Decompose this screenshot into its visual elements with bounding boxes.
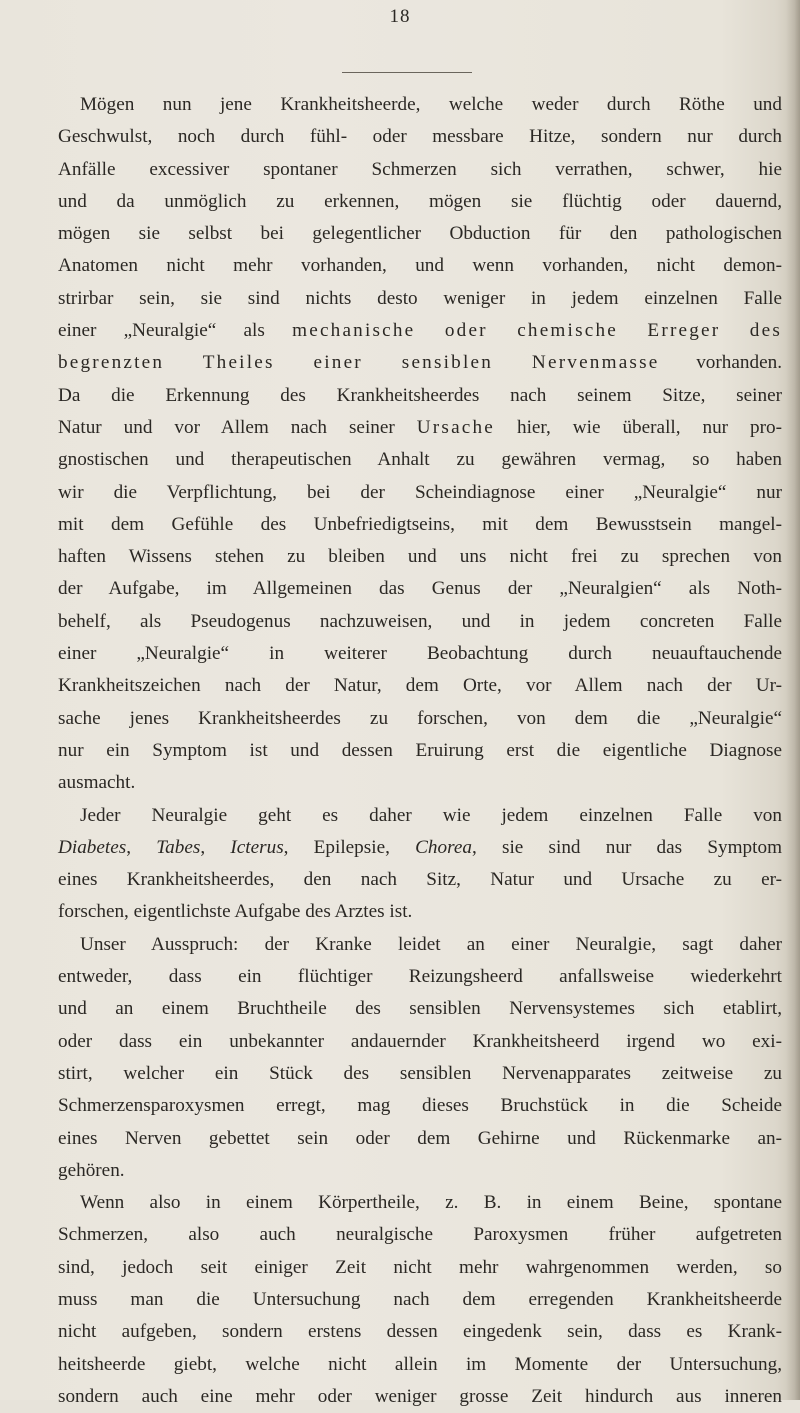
text-line: Anfälle excessiver spontaner Schmerzen sich verrathen, schwer, hie: [58, 158, 782, 180]
text-line: sondern auch eine mehr oder weniger grosse Zeit hindurch aus inneren: [58, 1385, 782, 1407]
text-segment: Natur und vor Allem nach seiner: [58, 416, 417, 438]
text-line: Schmerzensparoxysmen erregt, mag dieses Bruchstück in die Scheide: [58, 1095, 782, 1117]
text-line: und da unmöglich zu erkennen, mögen sie flüchtig oder dauernd,: [58, 190, 782, 212]
text-line: heitsheerde giebt, welche nicht allein im Momente der Untersuchung,: [58, 1353, 782, 1375]
text-segment: ,: [126, 836, 157, 858]
text-line: Unser Ausspruch: der Kranke leidet an einer Neuralgie, sagt daher: [80, 933, 782, 955]
text-segment: ,: [200, 836, 231, 858]
text-line: und an einem Bruchtheile des sensiblen Nervensystemes sich etablirt,: [58, 998, 782, 1020]
italic-term: Icterus: [230, 836, 284, 858]
paragraph-4: [58, 1187, 782, 1413]
header-rule: [342, 72, 472, 73]
text-line: nur ein Symptom ist und dessen Eruirung erst die eigentliche Diagnose: [58, 739, 782, 761]
page-edge-shadow: [786, 0, 800, 1400]
text-line: strirbar sein, sie sind nichts desto weniger in jedem einzelnen Falle: [58, 287, 782, 309]
text-line: [58, 315, 782, 347]
text-line: wir die Verpflichtung, bei der Scheindiagnose einer „Neuralgie“ nur: [58, 481, 782, 503]
italic-term: Chorea: [415, 836, 472, 858]
text-line: stirt, welcher ein Stück des sensiblen Nervenapparates zeitweise zu: [58, 1062, 782, 1084]
text-line: oder dass ein unbekannter andauernder Krankheitsheerd irgend wo exi-: [58, 1030, 782, 1052]
text-line: Wenn also in einem Körpertheile, z. B. in einem Beine, spontane: [80, 1192, 782, 1214]
text-line: forschen, eigentlichste Aufgabe des Arztes ist.: [58, 901, 413, 923]
page-number: 18: [389, 6, 411, 27]
spaced-emphasis: begrenzten Theiles einer sensiblen Nervenmasse: [58, 352, 660, 374]
text-line: nicht aufgeben, sondern erstens dessen eingedenk sein, dass es Krank-: [58, 1321, 782, 1343]
text-line: Geschwulst, noch durch fühl- oder messbare Hitze, sondern nur durch: [58, 126, 782, 148]
text-line: [58, 412, 782, 444]
text-line: behelf, als Pseudogenus nachzuweisen, und in jedem concreten Falle: [58, 610, 782, 632]
paragraph-1: [58, 89, 782, 800]
text-line: gehören.: [58, 1159, 125, 1181]
text-line: Mögen nun jene Krankheitsheerde, welche weder durch Röthe und: [80, 94, 782, 115]
text-line: eines Nerven gebettet sein oder dem Gehirne und Rückenmarke an-: [58, 1127, 782, 1149]
text-line: gnostischen und therapeutischen Anhalt zu gewähren vermag, so haben: [58, 449, 782, 471]
text-line: einer „Neuralgie“ in weiterer Beobachtung durch neuauftauchende: [58, 643, 782, 665]
text-line: entweder, dass ein flüchtiger Reizungsheerd anfallsweise wiederkehrt: [58, 966, 782, 988]
text-segment: vorhanden.: [659, 352, 782, 374]
spaced-emphasis: mechanische oder chemische Erreger des: [292, 320, 782, 342]
text-line: der Aufgabe, im Allgemeinen das Genus der „Neuralgien“ als Noth-: [58, 578, 782, 600]
text-line: Krankheitszeichen nach der Natur, dem Orte, vor Allem nach der Ur-: [58, 675, 782, 697]
text-line: ausmacht.: [58, 772, 136, 794]
text-line: mit dem Gefühle des Unbefriedigtseins, mit dem Bewusstsein mangel-: [58, 513, 782, 535]
text-segment: einer „Neuralgie“ als: [58, 320, 293, 342]
text-line: mögen sie selbst bei gelegentlicher Obduction für den pathologischen: [58, 223, 782, 245]
text-line: eines Krankheitsheerdes, den nach Sitz, Natur und Ursache zu er-: [58, 869, 782, 891]
text-line: Jeder Neuralgie geht es daher wie jedem einzelnen Falle von: [80, 804, 782, 826]
italic-term: Tabes: [156, 836, 201, 858]
text-line: sache jenes Krankheitsheerdes zu forschen, von dem die „Neuralgie“: [58, 707, 782, 729]
text-line: muss man die Untersuchung nach dem erregenden Krankheitsheerde: [58, 1288, 782, 1310]
text-segment: hier, wie überall, nur pro-: [495, 416, 782, 438]
text-segment: , Epilepsie,: [283, 836, 416, 858]
text-line: Anatomen nicht mehr vorhanden, und wenn vorhanden, nicht demon-: [58, 255, 782, 277]
body-text: [58, 89, 782, 1413]
text-line: sind, jedoch seit einiger Zeit nicht mehr wahrgenommen werden, so: [58, 1256, 782, 1278]
spaced-emphasis: Ursache: [416, 416, 496, 438]
paragraph-2: [58, 800, 782, 929]
text-line: Schmerzen, also auch neuralgische Paroxysmen früher aufgetreten: [58, 1224, 782, 1246]
text-line: haften Wissens stehen zu bleiben und uns nicht frei zu sprechen von: [58, 546, 782, 568]
text-line: [58, 347, 782, 379]
text-line: Da die Erkennung des Krankheitsheerdes nach seinem Sitze, seiner: [58, 384, 782, 406]
text-segment: , sie sind nur das Symptom: [471, 836, 782, 858]
text-line: [58, 832, 782, 864]
paragraph-3: [58, 929, 782, 1187]
italic-term: Diabetes: [58, 836, 127, 858]
